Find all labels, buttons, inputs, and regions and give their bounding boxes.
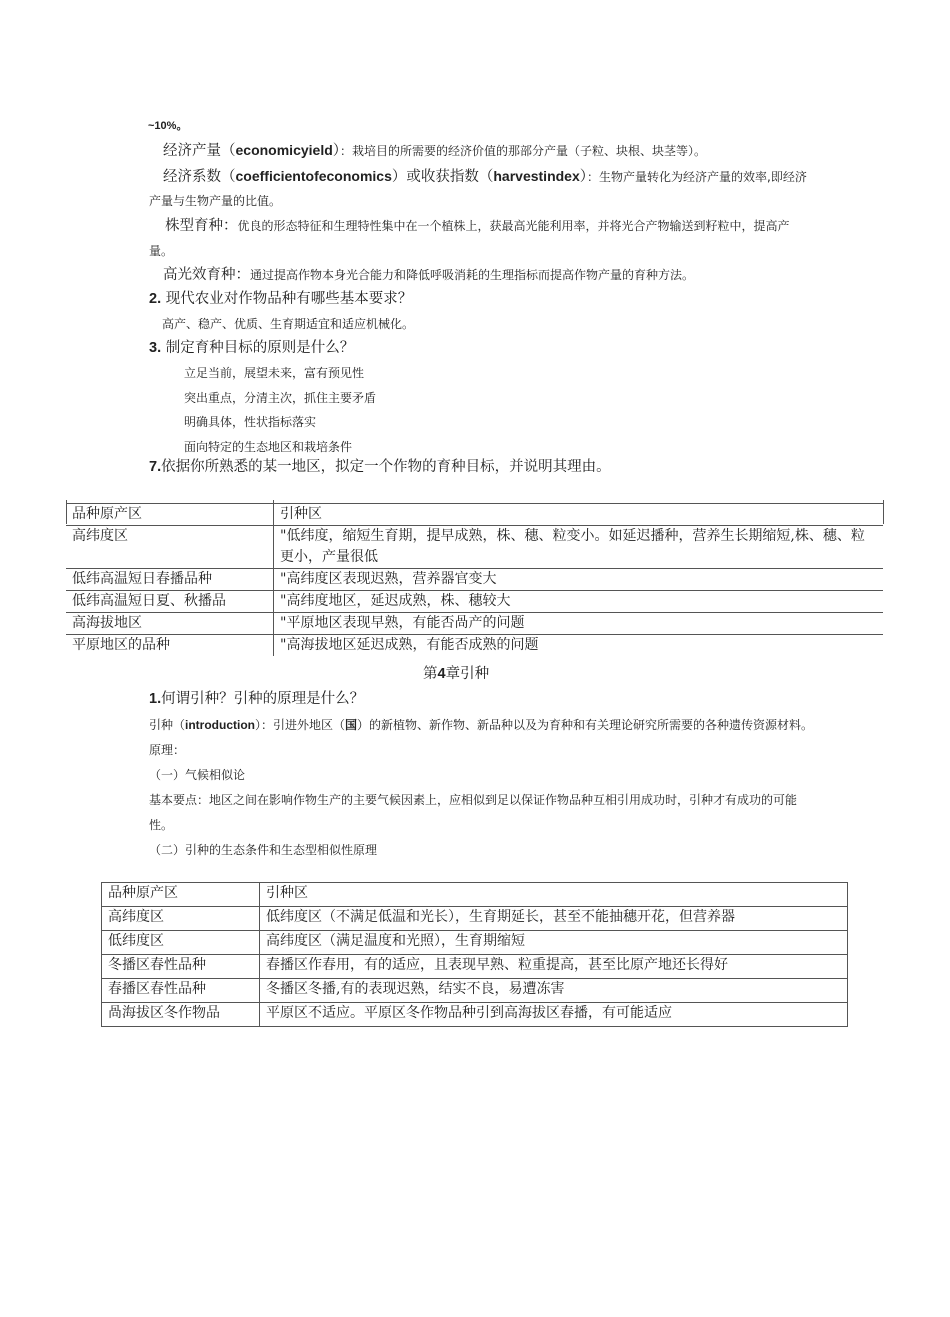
header-cell: 引种区 (274, 504, 884, 526)
table-cell: 高纬度区（满足温度和光照），生育期缩短 (260, 931, 848, 955)
term-en: introduction (185, 718, 255, 732)
plant-type-line (165, 216, 790, 236)
table-cell: "低纬度，缩短生育期，提早成熟，株、穗、粒变小。如延迟播种，营养生长期缩短,株、穗、粒更小，产量很低 (274, 526, 884, 569)
table-row (102, 979, 848, 1003)
definition: ：生物产量转化为经济产量的效率,即经济 (587, 170, 807, 184)
question-2 (149, 289, 412, 309)
term: 高光效育种： (163, 267, 250, 283)
term: 经济系数（ (163, 169, 236, 185)
principle-1-body-cont: 性。 (149, 818, 174, 832)
table-cell: 春播区春性品种 (102, 979, 260, 1003)
table-cell: "平原地区表现早熟，有能否咼产的问题 (274, 613, 884, 635)
definition: 优良的形态特征和生理特性集中在一个植株上，获最高光能利用率，并将光合产物输送到籽粒中，提高产 (237, 219, 790, 233)
section-question-1 (149, 689, 364, 709)
table-row (102, 1003, 848, 1027)
table-row (66, 613, 883, 635)
definition: 通过提高作物本身光合能力和降低呼吸消耗的生理指标而提高作物产量的育种方法。 (250, 268, 695, 282)
text: 国 (345, 718, 358, 732)
principle-2-heading: （二）引种的生态条件和生态型相似性原理 (149, 843, 378, 857)
table-cell: 冬播区冬播,有的表现迟熟，结实不良，易遭冻害 (260, 979, 848, 1003)
chapter-title (423, 664, 489, 684)
answer-3-item: 面向特定的生态地区和栽培条件 (184, 440, 353, 454)
table-cell: 冬播区春性品种 (102, 955, 260, 979)
term-en: economicyield (235, 142, 333, 158)
term: ）或收获指数（ (391, 169, 494, 185)
question-text: 制定育种目标的原则是什么？ (165, 340, 355, 356)
text: ）的新植物、新作物、新品种以及为育种和有关理论研究所需要的各种遗传资源材料。 (357, 718, 814, 732)
term: 经济产量（ (163, 143, 236, 159)
answer-3-item: 突出重点，分清主次，抓住主要矛盾 (184, 391, 377, 405)
table-border (883, 500, 884, 524)
table-cell: 低纬度区 (102, 931, 260, 955)
table-cell: 高纬度区 (102, 907, 260, 931)
text: ）：引进外地区（ (255, 718, 346, 732)
definition: ：栽培目的所需要的经济价值的那部分产量（子粒、块根、块茎等）。 (340, 144, 707, 158)
term: ） (579, 169, 587, 185)
table-cell: 咼海拔区冬作物品 (102, 1003, 260, 1027)
table-cell: 平原地区的品种 (66, 635, 274, 657)
table-cell: 高海拔地区 (66, 613, 274, 635)
table-cell: 高纬度区 (66, 526, 274, 569)
table-cell: 春播区作春用，有的适应，且表现早熟、粒重提高，甚至比原产地还长得好 (260, 955, 848, 979)
question-number: 2. (149, 291, 162, 307)
table-cell: 低纬高温短日夏、秋播品 (66, 591, 274, 613)
header-cell: 品种原产区 (102, 883, 260, 907)
table-row (102, 955, 848, 979)
question-text: 何谓引种？引种的原理是什么？ (161, 691, 365, 707)
origin-table-1 (66, 503, 883, 656)
table-cell: "高纬度区表现迟熟，营养器官变大 (274, 569, 884, 591)
coefficient-line-cont: 产量与生物产量的比值。 (149, 194, 282, 208)
coefficient-line (163, 166, 807, 187)
table-header-row (102, 883, 848, 907)
plant-type-line-cont: 量。 (149, 244, 174, 258)
table-row (102, 931, 848, 955)
table-cell: 低纬度区（不满足低温和光长），生育期延长，甚至不能抽穗开花，但营养器 (260, 907, 848, 931)
table-row (66, 635, 883, 657)
term: ） (332, 143, 341, 159)
origin-table-2 (101, 882, 848, 1027)
table-row (66, 569, 883, 591)
question-number: 3. (149, 340, 162, 356)
chapter-number: 4 (437, 666, 446, 682)
table-row (102, 907, 848, 931)
table-row (66, 526, 883, 569)
answer-3-item: 明确具体，性状指标落实 (184, 415, 317, 429)
question-number: 1. (149, 691, 162, 707)
principle-1-heading: （一）气候相似论 (149, 768, 246, 782)
principle-1-body: 基本要点：地区之间在影响作物生产的主要气候因素上，应相似到足以保证作物品种互相引用成功时，引种才有成功的可能 (149, 793, 798, 807)
answer-2: 高产、稳产、优质、生育期适宜和适应机械化。 (162, 317, 415, 331)
table-cell: 平原区不适应。平原区冬作物品种引到高海拔区春播，有可能适应 (260, 1003, 848, 1027)
table-cell: "高纬度地区，延迟成熟，株、穗较大 (274, 591, 884, 613)
introduction-definition (149, 717, 813, 733)
table-cell: 低纬高温短日春播品种 (66, 569, 274, 591)
high-photo-line (163, 265, 694, 285)
term-en: harvestindex (493, 168, 580, 184)
percent-fragment: ~10%。 (148, 120, 188, 132)
answer-3-item: 立足当前，展望未来，富有预见性 (184, 366, 365, 380)
header-cell: 品种原产区 (66, 504, 274, 526)
question-3 (149, 338, 354, 358)
question-number: 7. (149, 459, 162, 475)
question-7 (149, 457, 611, 477)
economic-yield-line (163, 140, 706, 161)
table-row (66, 591, 883, 613)
text: 引种（ (149, 718, 186, 732)
principle-label: 原理： (149, 743, 186, 757)
chapter-prefix: 第 (423, 666, 438, 682)
table-cell: "高海拔地区延迟成熟，有能否成熟的问题 (274, 635, 884, 657)
table-header-row (66, 504, 883, 526)
header-cell: 引种区 (260, 883, 848, 907)
question-text: 依据你所熟悉的某一地区，拟定一个作物的育种目标，并说明其理由。 (161, 459, 611, 475)
chapter-suffix: 章引种 (445, 666, 490, 682)
term: 株型育种： (165, 218, 238, 234)
question-text: 现代农业对作物品种有哪些基本要求？ (165, 291, 413, 307)
term-en: coefficientofeconomics (235, 168, 392, 184)
